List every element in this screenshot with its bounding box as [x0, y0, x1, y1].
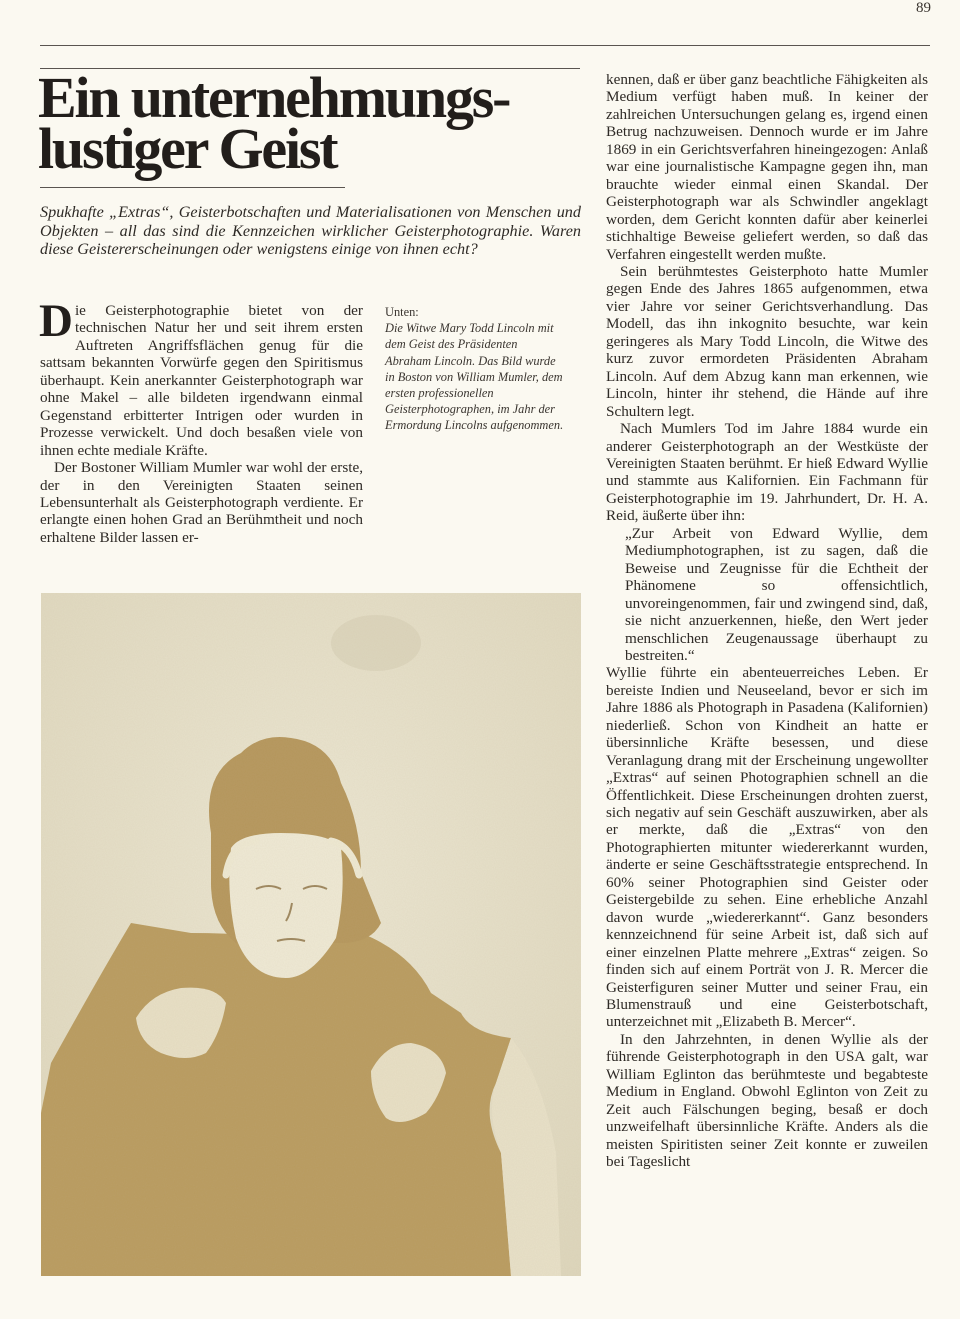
- photo-grain: [41, 593, 581, 1276]
- page-number: 89: [916, 0, 931, 16]
- caption-label: Unten:: [385, 305, 419, 319]
- caption-text: Die Witwe Mary Todd Lincoln mit dem Geist des Präsidenten Abraham Lincoln. Das Bild wurde in Boston von William Mumler, dem ersten professionellen Geisterphotographen, im Jahr der Ermordung Lincolns aufgenommen.: [385, 321, 564, 433]
- photo-caption: [385, 304, 565, 434]
- paragraph: Der Bostoner William Mumler war wohl der erste, der in den Vereinigten Staaten seinen Lebensunterhalt als Geisterphotograph verdiente. Er erlangte einen hohen Grad an Berühmtheit und noch erhaltene Bilder lassen er-: [40, 459, 363, 546]
- article-deck: Spukhafte „Extras“, Geisterbotschaften und Materialisationen von Menschen und Objekten – all das sind die Kennzeichen wirklicher Geisterphotographie. Waren diese Geistererscheinungen oder wenigstens einige von ihnen echt?: [40, 203, 581, 259]
- block-quote: „Zur Arbeit von Edward Wyllie, dem Mediumphotographen, ist zu sagen, daß die Beweise und Zeugnisse für die Echtheit der Phänomene so offensichtlich, unvoreingenommen, fair und zwingend sind, daß, sie nicht anzuerkennen, hieße, den Wert jeder menschlichen Zeugenaussage überhaupt zu bestreiten.“: [625, 524, 928, 664]
- paragraph-text: ie Geisterphotographie bietet von der technischen Natur her und seit ihrem ersten Auftreten Angriffsflächen genug für die sattsam bekannten Vorwürfe gegen den Spiritismus überhaupt. Kein anerkannter Geisterphotograph war ohne Makel – alle bildeten irgendwann einmal Gegenstand erbitterter Intrigen oder wurden in Prozesse verwickelt. Und doch besaßen viele von ihnen echte mediale Kräfte.: [40, 302, 363, 459]
- spirit-photograph: [41, 593, 581, 1276]
- article-title: [38, 65, 598, 181]
- paragraph: Wyllie führte ein abenteuerreiches Leben. Er bereiste Indien und Neuseeland, bevor er sich im Jahre 1886 als Photograph in Pasadena (Kalifornien) niederließ. Schon von Kindheit an hatte er übersinnliche Kräfte besessen, und diese Veranlagung drang mit der Erscheinung ungewollter „Extras“ auf seinen Photographien schnell an die Öffentlichkeit. Diese Erscheinungen drohten zuerst, sich negativ auf sein Geschäft auszuwirken, aber als er merkte, daß die „Extras“ von den Photographierten mitunter wiedererkannt wurden, änderte er seine Geschäftsstrategie entsprechend. In 60% seiner Photographien sind Geister oder Geistergebilde zu sehen. Eine erhebliche Anzahl davon wurde „wiedererkannt“. Ganz besonders kennzeichnend für seine Arbeit ist, daß sich auf einer einzelnen Platte mehrere „Extras“ zeigen. So finden sich auf einem Porträt von J. R. Mercer die Geisterfiguren seiner Mutter und seiner Frau, ein Blumenstrauß und eine Geisterbotschaft, unterzeichnet mit „Elizabeth B. Mercer“.: [606, 664, 928, 1031]
- paragraph: kennen, daß er über ganz beachtliche Fähigkeiten als Medium verfügt haben muß. In keiner der zahlreichen Untersuchungen gelang es, irgend einen Betrug nachzuweisen. Dennoch wurde er im Jahre 1869 in ein Gerichtsverfahren hineingezogen: Anlaß war eine journalistische Kampagne gegen ihn, man brauchte wieder einmal einen Skandal. Der Geisterphotograph war als Schwindler angeklagt worden, dem Gericht konnten dafür aber keinerlei stichhaltige Beweise geliefert werden, so daß das Verfahren eingestellt werden mußte.: [606, 71, 928, 263]
- title-line-2: lustiger Geist: [38, 116, 337, 181]
- paragraph: Nach Mumlers Tod im Jahre 1884 wurde ein anderer Geisterphotograph an der Westküste der Vereinigten Staaten berühmt. Er hieß Edward Wyllie und stammte aus Kalifornien. Ein Fachmann für Geisterphotographie im 19. Jahrhundert, Dr. H. A. Reid, äußerte über ihn:: [606, 420, 928, 525]
- paragraph: In den Jahrzehnten, in denen Wyllie als der führende Geisterphotograph in den USA galt, war William Eglinton das berühmteste und begabteste Medium in England. Obwohl Eglinton von Zeit zu Zeit auch Fälschungen beging, besaß er doch unzweifelhaft übersinnliche Kräfte. Anders als die meisten Spiritisten seiner Zeit konnte er zuweilen bei Tageslicht: [606, 1030, 928, 1171]
- title-line-1: Ein unternehmungs-: [38, 65, 510, 130]
- right-column: [606, 71, 928, 1171]
- paragraph: [39, 295, 363, 459]
- top-rule: [40, 45, 930, 46]
- photo-illustration: [41, 593, 581, 1276]
- drop-cap: D: [39, 295, 73, 347]
- paragraph: Sein berühmtestes Geisterphoto hatte Mumler gegen Ende des Jahres 1865 aufgenommen, etwa vier Jahre vor seiner Gerichtsverhandlung. Das Modell, das ihn inkognito besuchte, war kein geringeres als Mary Todd Lincoln, die Witwe des kurz zuvor ermordeten Präsidenten Abraham Lincoln. Auf dem Abzug kann man erkennen, wie Lincoln, hinter ihr stehend, die Hände auf ihre Schultern legt.: [606, 262, 928, 420]
- left-column: [39, 295, 363, 546]
- title-underline: [40, 187, 345, 188]
